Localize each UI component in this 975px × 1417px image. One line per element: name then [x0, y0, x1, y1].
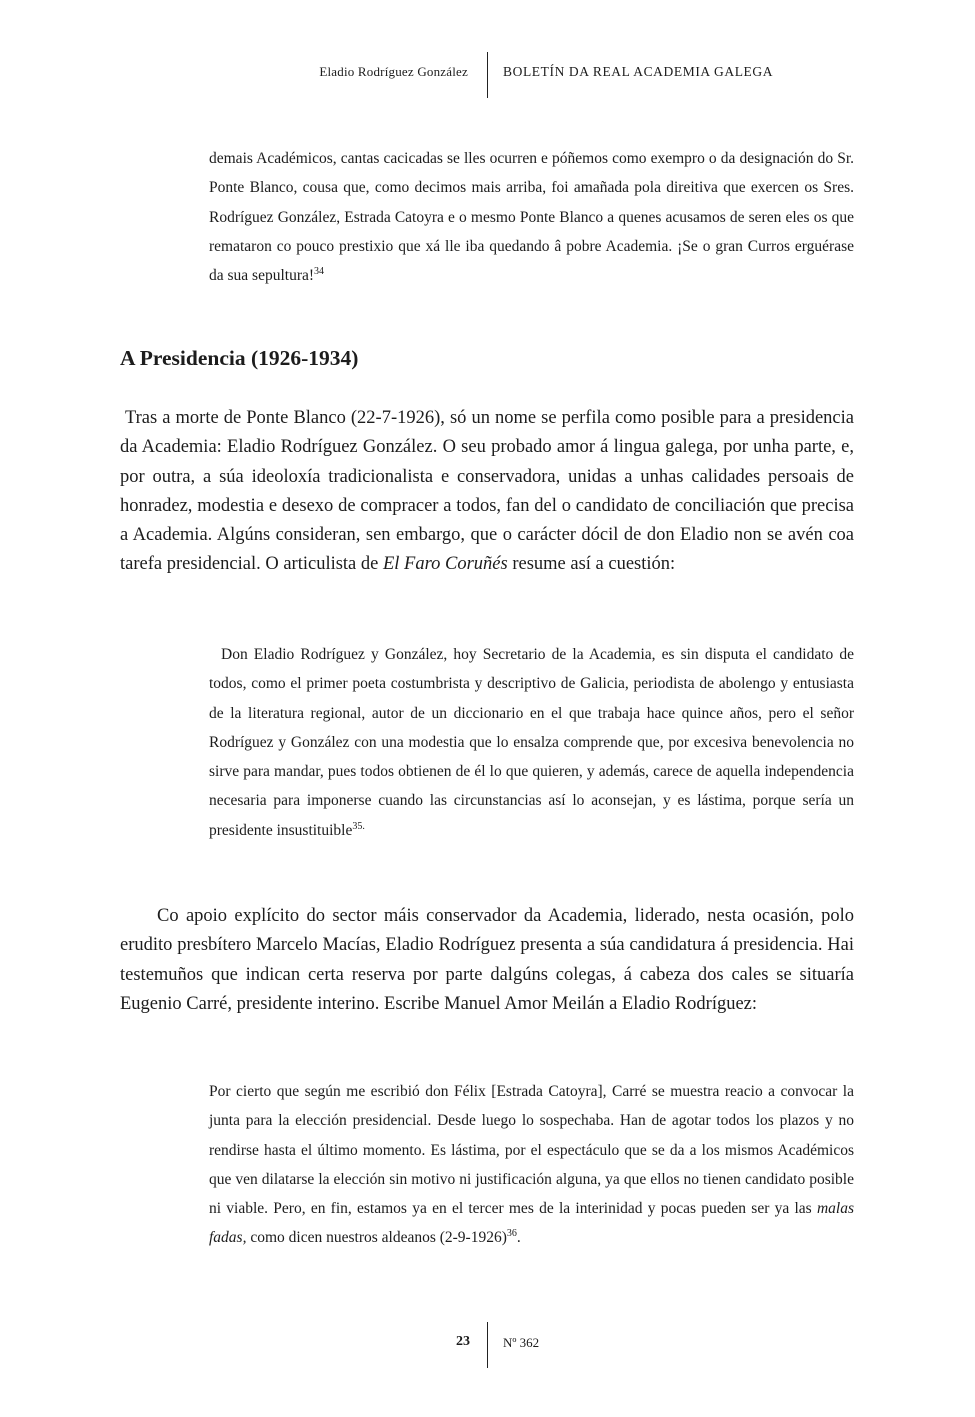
- footnote-ref-34: 34: [314, 266, 325, 278]
- header-divider: [487, 52, 488, 98]
- quote-3-text: Por cierto que según me escribió don Félix [Estrada Catoyra], Carré se muestra reacio a convocar la junta para la elección presidencial. Desde luego lo sospechaba. Han de agotar todos los plazos y no rendirse hasta el último momento. Es lástima, por el espectáculo que se da a los mismos Académicos que ven dilatarse la elección sin motivo ni justificación alguna, ya que ellos no tienen candidato posible ni viable. Pero, en fin, estamos ya en el tercer mes de la interinidad y pocas pueden ser ya las: [209, 1083, 854, 1218]
- paragraph-1-text: Tras a morte de Ponte Blanco (22-7-1926), só un nome se perfila como posible para a presidencia da Academia: Eladio Rodríguez González. O seu probado amor á lingua galega, por unha parte, e, por outra, a súa ideoloxía tradicionalista e conservadora, unidas a unhas calidades persoais de honradez, modestia e desexo de compracer a todos, fan del o candidato de conciliación que precisa a Academia. Algúns consideran, sen embargo, que o carácter dócil de don Eladio non se avén coa tarefa presidencial. O articulista de: [120, 408, 854, 575]
- italic-phrase: malas fadas,: [209, 1200, 854, 1247]
- newspaper-title: El Faro Coruñés: [382, 554, 508, 575]
- section-heading: A Presidencia (1926-1934): [120, 346, 359, 370]
- footnote-ref-36: 36: [506, 1228, 517, 1240]
- footnote-ref-35: 35.: [352, 820, 365, 832]
- running-header-journal: BOLETÍN DA REAL ACADEMIA GALEGA: [503, 64, 774, 79]
- issue-number: Nº 362: [503, 1335, 540, 1350]
- quote-3-end: .: [516, 1229, 521, 1247]
- page-number: 23: [456, 1334, 470, 1349]
- footer-divider: [487, 1322, 488, 1368]
- body-paragraph-2: Co apoio explícito do sector máis conservador da Academia, liderado, nesta ocasión, polo erudito presbítero Marcelo Macías, Eladio Rodríguez presenta a súa candidatura á presidencia. Hai testemuños que indican certa reserva por parte dalgúns colegas, á cabeza dos cales se situaría Eugenio Carré, presidente interino. Escribe Manuel Amor Meilán a Eladio Rodríguez:: [120, 906, 854, 1014]
- block-quote-1: [209, 144, 854, 290]
- block-quote-2: [209, 640, 854, 845]
- paragraph-1-tail: resume así a cuestión:: [512, 554, 676, 575]
- quote-1-text: demais Académicos, cantas cacicadas se lles ocurren e póñemos como exempro o da designación do Sr. Ponte Blanco, cousa que, como decimos mais arriba, foi amañada pola direitiva que exercen os Sres. Rodríguez González, Estrada Catoyra e o mesmo Ponte Blanco a quenes acusamos de seren eles os que remataron co pouco prestixio que xá lle iba quedando â pobre Academia. ¡Se o gran Curros erguérase da sua sepultura!: [209, 150, 854, 285]
- running-header-author: Eladio Rodríguez González: [319, 64, 468, 79]
- block-quote-3: [209, 1077, 854, 1253]
- quote-2-text: Don Eladio Rodríguez y González, hoy Secretario de la Academia, es sin disputa el candidato de todos, como el primer poeta costumbrista y descriptivo de Galicia, periodista de abolengo y entusiasta de la literatura regional, autor de un diccionario en el que trabaja hace quince años, pero el señor Rodríguez y González con una modestia que lo ensalza comprende que, por excesiva benevolencia no sirve para mandar, pues todos obtienen de él lo que quieren, y además, carece de aquella independencia necesaria para imponerse cuando las circunstancias así lo aconsejan, y es lástima, porque sería un presidente insustituible: [209, 646, 854, 839]
- body-paragraph-1: [120, 404, 854, 580]
- quote-3-tail: como dicen nuestros aldeanos (2-9-1926): [250, 1229, 507, 1247]
